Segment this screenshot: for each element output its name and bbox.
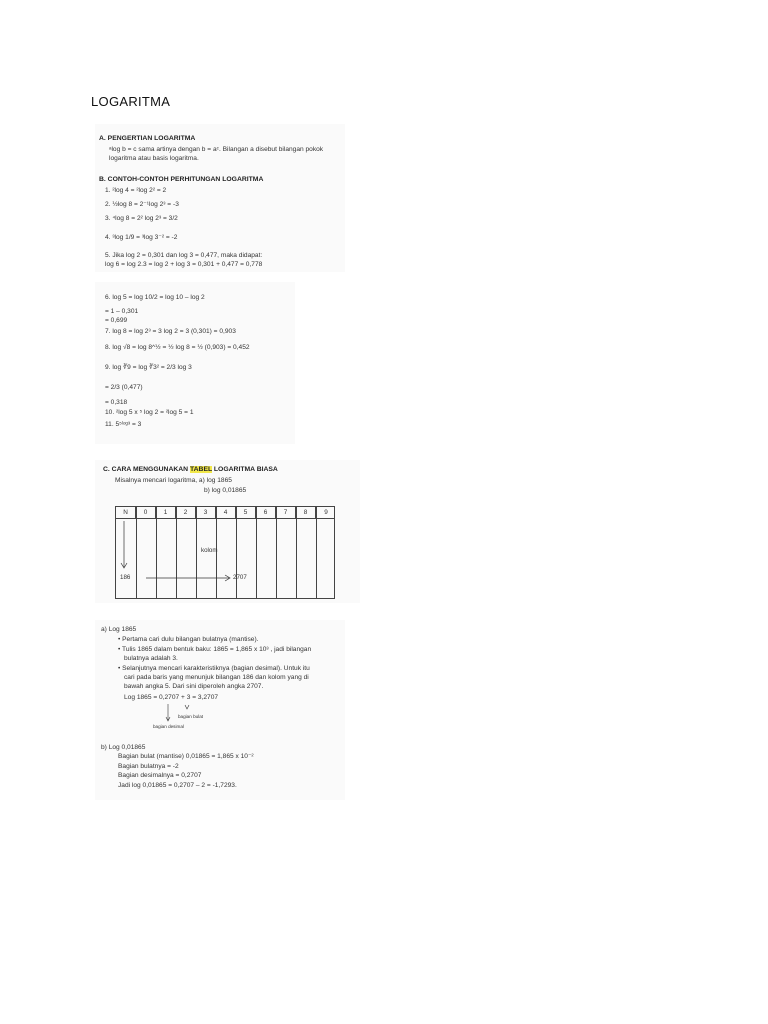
example-item-5: 5. Jika log 2 = 0,301 dan log 3 = 0,477, maka didapat: [105,252,263,259]
section-c-line-2: b) log 0,01865 [204,487,247,494]
example-item-1: 1. ²log 4 = ²log 2² = 2 [105,187,167,194]
example-b-title: b) Log 0,01865 [101,744,146,751]
section-c-heading-post: LOGARITMA BIASA [212,466,278,473]
table-header-8: 8 [296,507,316,518]
table-label-kolom: kolom [201,547,218,554]
table-header-5: 5 [236,507,256,518]
example-b-line-3: Bagian desimalnya = 0,2707 [118,772,202,779]
example-a-point-1-text: Pertama cari dulu bilangan bulatnya (mantise). [122,636,259,643]
example-item-9-line-3: = 0,318 [105,399,128,406]
example-item-9: 9. log ∛9 = log ∛3² = 2/3 log 3 [105,364,192,371]
table-header-9: 9 [324,509,328,516]
table-header-0: 0 [136,507,156,518]
table-label-value: 2707 [233,574,247,581]
bulat-arrow-icon [185,705,189,709]
example-a-point-3-cont: cari pada baris yang menunjuk bilangan 186 dan kolom yang di [124,674,309,681]
scan-worked-examples [95,620,345,800]
example-item-8: 8. log √8 = log 8^½ = ½ log 8 = ½ (0,903) = 0,452 [105,344,250,351]
example-a-point-3-cont-2: bawah angka 5. Dari sini diperoleh angka 2707. [124,683,264,690]
example-item-7: 7. log 8 = log 2³ = 3 log 2 = 3 (0,301) = 0,903 [105,328,236,335]
example-b-line-1: Bagian bulat (mantise) 0,01865 = 1,865 x 10⁻² [118,753,254,760]
section-c-heading-pre: C. CARA MENGGUNAKAN [103,466,190,473]
example-a-point-2-text: Tulis 1865 dalam bentuk baku: 1865 = 1,865 x 10³ , jadi bilangan [122,646,312,653]
example-item-6-line-3: = 0,699 [105,317,128,324]
scan-section-c [95,460,360,603]
example-item-5-cont: log 6 = log 2.3 = log 2 + log 3 = 0,301 + 0,477 = 0,778 [105,261,263,268]
section-a-line-1: ᵃlog b = c sama artinya dengan b = aᶜ. Bilangan a disebut bilangan pokok [109,146,324,153]
table-header-3: 3 [196,507,216,518]
example-a-point-2-cont: bulatnya adalah 3. [124,655,178,662]
table-label-row: 186 [120,574,131,581]
example-a-title: a) Log 1865 [101,626,137,633]
example-item-11: 11. 5⁵ˡᵒᵍ³ = 3 [105,421,142,428]
example-item-4: 4. ³log 1/9 = ³log 3⁻² = -2 [105,234,178,241]
table-header-n: N [116,507,136,518]
section-b-heading: B. CONTOH-CONTOH PERHITUNGAN LOGARITMA [99,176,264,183]
example-a-point-2: • Tulis 1865 dalam bentuk baku: 1865 = 1,865 x 10³ , jadi bilangan [118,646,312,653]
table-header-2: 2 [176,507,196,518]
example-item-2: 2. ½log 8 = 2⁻¹log 2³ = -3 [105,201,179,208]
label-bagian-desimal: bagian desimal [153,724,184,729]
example-item-3: 3. ⁴log 8 = 2² log 2³ = 3/2 [105,215,178,222]
section-a-line-2: logaritma atau basis logaritma. [109,155,199,162]
example-a-point-3-text: Selanjutnya mencari karakteristiknya (bagian desimal). Untuk itu [122,665,310,672]
section-c-line-1: Misalnya mencari logaritma, a) log 1865 [115,477,232,484]
scan-section-b-continued [95,282,295,444]
table-header-4: 4 [216,507,236,518]
section-c-heading [103,465,278,474]
example-a-point-1: • Pertama cari dulu bilangan bulatnya (mantise). [118,636,259,643]
table-header-1: 1 [156,507,176,518]
example-a-result: Log 1865 = 0,2707 + 3 = 3,2707 [124,694,219,701]
section-a-heading: A. PENGERTIAN LOGARITMA [99,135,196,142]
section-c-heading-highlight: TABEL [189,466,213,473]
label-bagian-bulat: bagian bulat [178,714,204,719]
table-arrows [116,507,336,600]
example-a-point-3: • Selanjutnya mencari karakteristiknya (bagian desimal). Untuk itu [118,665,310,672]
example-item-6: 6. log 5 = log 10/2 = log 10 – log 2 [105,294,205,301]
table-header-7: 7 [276,507,296,518]
example-b-line-4: Jadi log 0,01865 = 0,2707 – 2 = -1,7293. [118,782,237,789]
scan-section-a-b [95,124,345,272]
table-header-6: 6 [256,507,276,518]
log-table [115,506,335,599]
example-b-line-2: Bagian bulatnya = -2 [118,763,179,770]
example-item-6-line-2: = 1 – 0,301 [105,308,139,315]
example-item-9-line-2: = 2/3 (0,477) [105,384,143,391]
document-title: LOGARITMA [91,94,171,109]
example-item-10: 10. ²log 5 x ⁵ log 2 = ²log 5 = 1 [105,409,194,416]
